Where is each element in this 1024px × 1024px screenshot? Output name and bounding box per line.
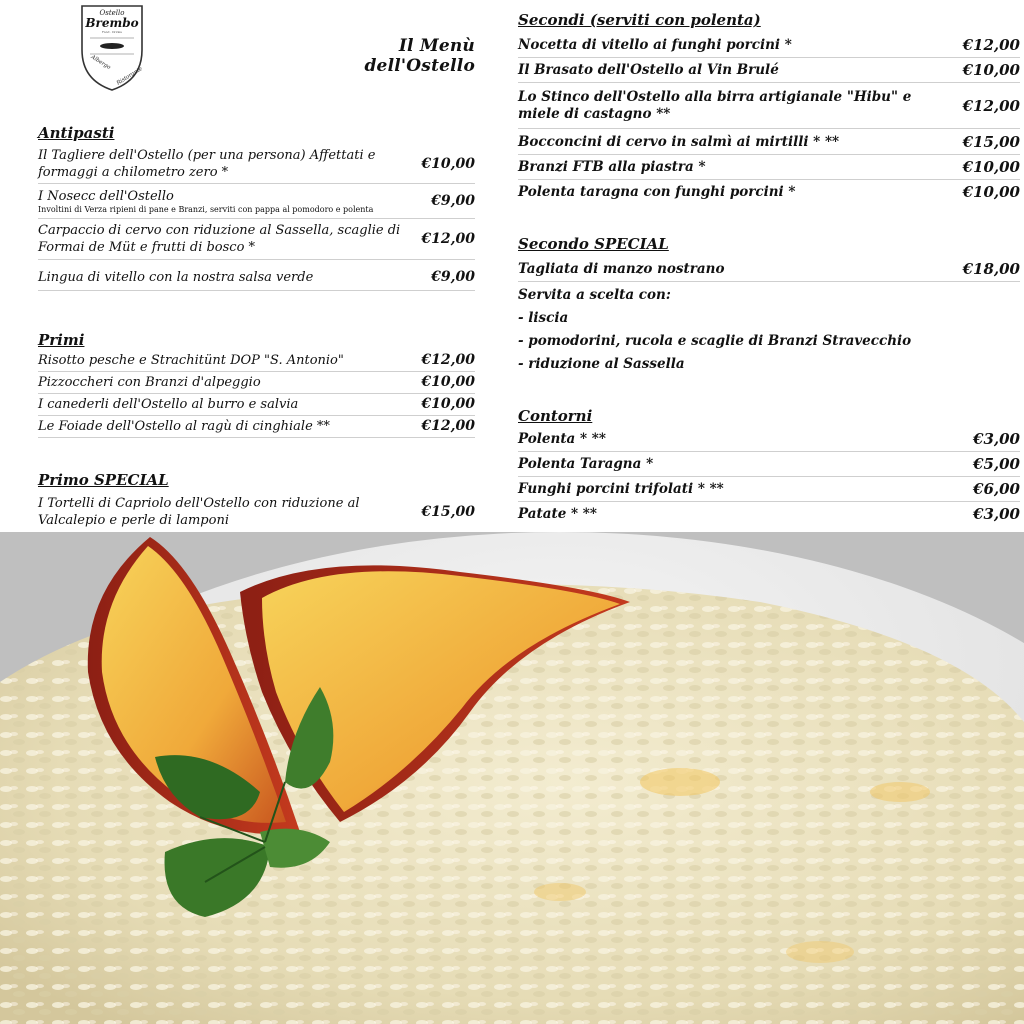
item-name: Funghi porcini trifolati * ** xyxy=(518,480,724,497)
item-name: Carpaccio di cervo con riduzione al Sassella, scaglie di Formai de Müt e frutti di bosco * xyxy=(38,223,401,255)
menu-item xyxy=(38,184,475,219)
item-name: Tagliata di manzo nostrano xyxy=(518,260,725,277)
item-price: €12,00 xyxy=(962,36,1020,54)
menu-item xyxy=(518,257,1020,282)
item-price: €10,00 xyxy=(421,156,475,172)
primi-title: Primi xyxy=(38,331,85,349)
svg-text:Food · Drinks: Food · Drinks xyxy=(102,30,122,34)
menu-item xyxy=(518,33,1020,58)
item-name: Il Brasato dell'Ostello al Vin Brulé xyxy=(518,61,779,78)
option-item: - liscia xyxy=(518,310,569,326)
item-price: €9,00 xyxy=(431,269,475,285)
item-price: €12,00 xyxy=(421,231,475,247)
menu-item xyxy=(518,84,1020,129)
menu-item xyxy=(518,452,1020,477)
contorni-title: Contorni xyxy=(518,407,593,425)
menu-item xyxy=(518,155,1020,180)
item-price: €15,00 xyxy=(421,504,475,520)
item-name: Bocconcini di cervo in salmì ai mirtilli * ** xyxy=(518,133,840,150)
svg-text:Ostello: Ostello xyxy=(99,9,125,17)
logo-shield-icon xyxy=(76,2,148,92)
option-item: - riduzione al Sassella xyxy=(518,356,685,372)
menu-item xyxy=(38,493,475,531)
item-name: Il Tagliere dell'Ostello (per una persona) Affettati e formaggi a chilometro zero * xyxy=(38,148,376,180)
item-name: Lingua di vitello con la nostra salsa verde xyxy=(38,269,314,285)
item-name: Patate * ** xyxy=(518,505,597,522)
item-name: Risotto pesche e Strachitünt DOP "S. Antonio" xyxy=(38,352,344,368)
menu-item xyxy=(518,58,1020,83)
item-price: €5,00 xyxy=(973,455,1020,473)
menu-item xyxy=(518,502,1020,526)
svg-text:Brembo: Brembo xyxy=(85,16,139,30)
menu-item xyxy=(38,219,475,260)
served-with-label: Servita a scelta con: xyxy=(518,287,671,303)
item-price: €10,00 xyxy=(962,183,1020,201)
item-description: Involtini di Verza ripieni di pane e Branzi, serviti con pappa al pomodoro e polenta xyxy=(38,204,374,214)
menu-title: Il Menù dell'Ostello xyxy=(364,36,475,76)
item-price: €12,00 xyxy=(421,418,475,434)
primo-special-title: Primo SPECIAL xyxy=(38,471,169,489)
secondo-special-title: Secondo SPECIAL xyxy=(518,235,669,253)
item-name: I canederli dell'Ostello al burro e salvia xyxy=(38,396,299,412)
item-name: Polenta Taragna * xyxy=(518,455,654,472)
secondi-title: Secondi (serviti con polenta) xyxy=(518,11,761,29)
item-name: Polenta taragna con funghi porcini * xyxy=(518,183,796,200)
item-price: €15,00 xyxy=(962,133,1020,151)
item-price: €3,00 xyxy=(973,505,1020,523)
risotto-dish-illustration xyxy=(0,532,1024,1024)
item-name: Nocetta di vitello ai funghi porcini * xyxy=(518,36,792,53)
risotto-photo xyxy=(0,532,1024,1024)
option-item: - pomodorini, rucola e scaglie di Branzi Stravecchio xyxy=(518,333,912,349)
item-price: €10,00 xyxy=(962,158,1020,176)
item-name: Pizzoccheri con Branzi d'alpeggio xyxy=(38,374,261,390)
antipasti-title: Antipasti xyxy=(38,124,115,142)
menu-item xyxy=(38,349,475,372)
menu-item xyxy=(518,427,1020,452)
item-price: €3,00 xyxy=(973,430,1020,448)
item-price: €12,00 xyxy=(421,352,475,368)
item-name: I Tortelli di Capriolo dell'Ostello con riduzione al Valcalepio e perle di lamponi xyxy=(38,496,360,528)
menu-item xyxy=(38,264,475,291)
menu-item xyxy=(38,393,475,416)
item-price: €18,00 xyxy=(962,260,1020,278)
item-price: €6,00 xyxy=(973,480,1020,498)
item-price: €12,00 xyxy=(962,97,1020,115)
menu-item xyxy=(38,145,475,184)
menu-item xyxy=(38,415,475,438)
menu-item xyxy=(518,180,1020,204)
item-name-block xyxy=(38,188,431,215)
ostello-brembo-logo xyxy=(76,2,148,92)
menu-item xyxy=(518,477,1020,502)
item-price: €9,00 xyxy=(431,193,475,209)
menu-item xyxy=(38,371,475,394)
item-price: €10,00 xyxy=(962,61,1020,79)
svg-text:Albergo: Albergo xyxy=(89,54,112,71)
item-name: Le Foiade dell'Ostello al ragù di cinghiale ** xyxy=(38,418,330,434)
item-price: €10,00 xyxy=(421,396,475,412)
svg-text:Ristorante: Ristorante xyxy=(115,66,144,87)
item-price: €10,00 xyxy=(421,374,475,390)
item-name: Lo Stinco dell'Ostello alla birra artigianale "Hibu" e miele di castagno ** xyxy=(518,89,912,122)
menu-item xyxy=(518,130,1020,155)
item-name: I Nosecc dell'Ostello xyxy=(38,188,174,204)
item-name: Branzi FTB alla piastra * xyxy=(518,158,706,175)
item-name: Polenta * ** xyxy=(518,430,606,447)
